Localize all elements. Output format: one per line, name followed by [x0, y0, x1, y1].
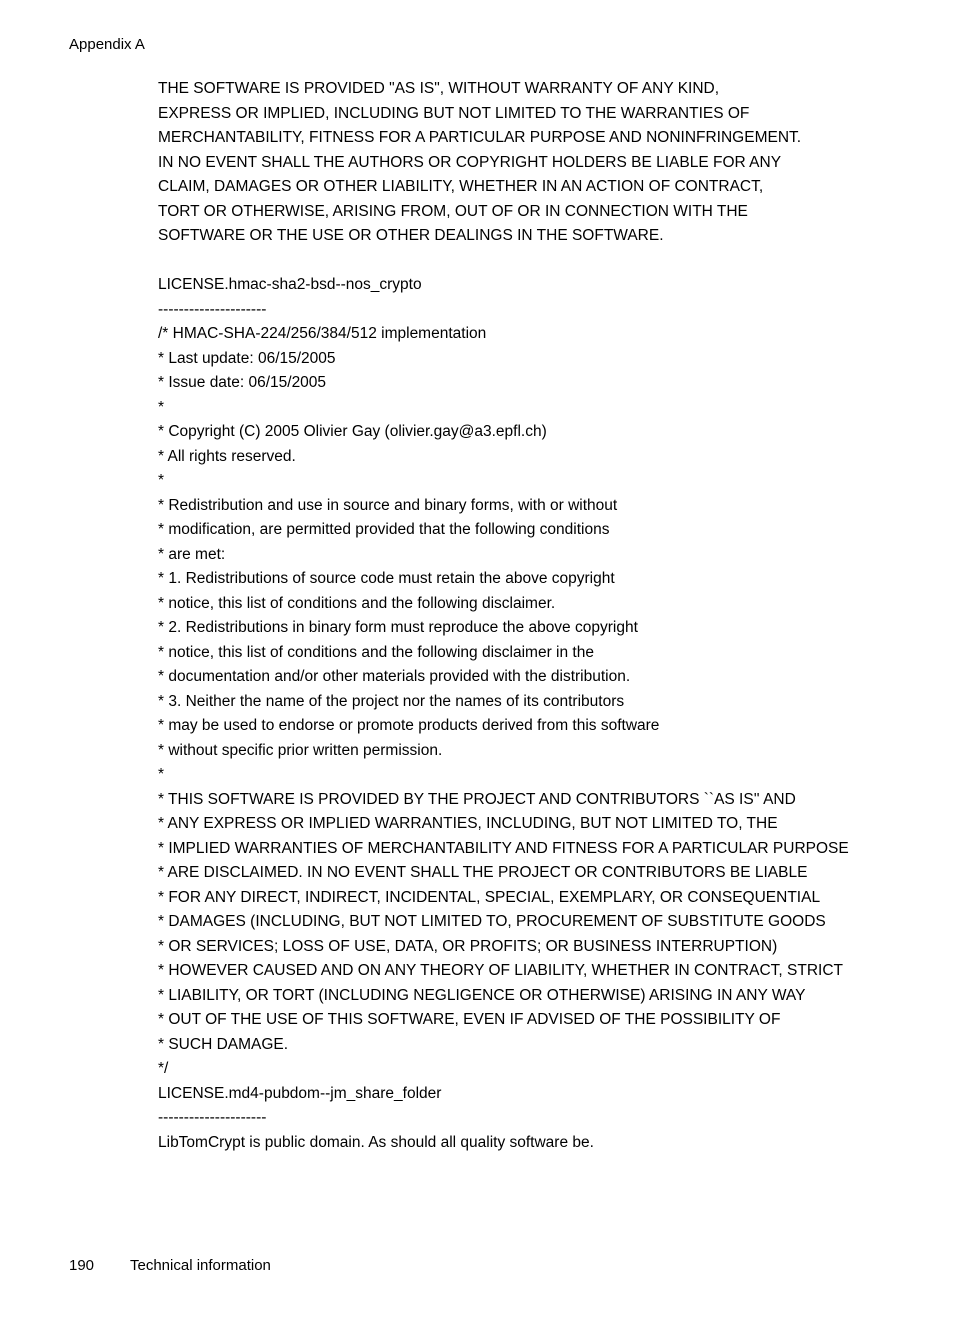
license-line: * THIS SOFTWARE IS PROVIDED BY THE PROJECT AND CONTRIBUTORS ``AS IS'' AND	[158, 790, 796, 808]
page-number: 190	[69, 1257, 95, 1274]
license-line: * SUCH DAMAGE.	[158, 1035, 289, 1053]
license-line: *	[158, 472, 165, 489]
license-line: * without specific prior written permission.	[158, 741, 443, 759]
warranty-line: CLAIM, DAMAGES OR OTHER LIABILITY, WHETHER IN AN ACTION OF CONTRACT,	[158, 178, 764, 195]
hmac-license-section	[158, 275, 878, 1079]
license-text: LibTomCrypt is public domain. As should all quality software be.	[158, 1133, 594, 1151]
license-line: * DAMAGES (INCLUDING, BUT NOT LIMITED TO, PROCUREMENT OF SUBSTITUTE GOODS	[158, 913, 826, 930]
footer-section-title: Technical information	[130, 1257, 271, 1274]
license-line: * Redistribution and use in source and binary forms, with or without	[158, 496, 618, 514]
warranty-line: MERCHANTABILITY, FITNESS FOR A PARTICULAR PURPOSE AND NONINFRINGEMENT.	[158, 129, 802, 146]
running-header: Appendix A	[69, 36, 145, 53]
license-line: * may be used to endorse or promote products derived from this software	[158, 717, 660, 734]
license-line: * HOWEVER CAUSED AND ON ANY THEORY OF LIABILITY, WHETHER IN CONTRACT, STRICT	[158, 962, 843, 979]
license-separator: ---------------------	[158, 300, 267, 318]
license-line: * 2. Redistributions in binary form must reproduce the above copyright	[158, 619, 638, 636]
license-line: * Issue date: 06/15/2005	[158, 374, 327, 391]
license-line: * OUT OF THE USE OF THIS SOFTWARE, EVEN IF ADVISED OF THE POSSIBILITY OF	[158, 1011, 781, 1028]
license-line: * are met:	[158, 545, 226, 563]
warranty-line: IN NO EVENT SHALL THE AUTHORS OR COPYRIGHT HOLDERS BE LIABLE FOR ANY	[158, 153, 782, 171]
warranty-line: EXPRESS OR IMPLIED, INCLUDING BUT NOT LIMITED TO THE WARRANTIES OF	[158, 104, 750, 122]
license-line: * OR SERVICES; LOSS OF USE, DATA, OR PROFITS; OR BUSINESS INTERRUPTION)	[158, 937, 778, 955]
license-line: */	[158, 1060, 169, 1077]
license-line: * notice, this list of conditions and the following disclaimer in the	[158, 643, 594, 661]
warranty-paragraph	[158, 79, 878, 246]
md4-license-section	[158, 1084, 878, 1153]
page-content	[158, 79, 878, 1157]
license-line: *	[158, 766, 165, 783]
license-line: * ANY EXPRESS OR IMPLIED WARRANTIES, INCLUDING, BUT NOT LIMITED TO, THE	[158, 815, 778, 832]
license-title: LICENSE.md4-pubdom--jm_share_folder	[158, 1084, 442, 1102]
warranty-line: THE SOFTWARE IS PROVIDED "AS IS", WITHOUT WARRANTY OF ANY KIND,	[158, 80, 720, 97]
license-line: * modification, are permitted provided that the following conditions	[158, 521, 610, 538]
license-line: * IMPLIED WARRANTIES OF MERCHANTABILITY AND FITNESS FOR A PARTICULAR PURPOSE	[158, 839, 849, 857]
license-line: * 1. Redistributions of source code must retain the above copyright	[158, 570, 615, 587]
license-line: * ARE DISCLAIMED. IN NO EVENT SHALL THE PROJECT OR CONTRIBUTORS BE LIABLE	[158, 864, 808, 881]
license-separator: ---------------------	[158, 1109, 267, 1126]
license-line: * Last update: 06/15/2005	[158, 349, 336, 367]
license-line: * All rights reserved.	[158, 447, 296, 465]
license-line: * FOR ANY DIRECT, INDIRECT, INCIDENTAL, SPECIAL, EXEMPLARY, OR CONSEQUENTIAL	[158, 888, 821, 906]
license-line: * 3. Neither the name of the project nor the names of its contributors	[158, 692, 625, 710]
license-title: LICENSE.hmac-sha2-bsd--nos_crypto	[158, 276, 422, 293]
license-line: /* HMAC-SHA-224/256/384/512 implementation	[158, 325, 487, 342]
license-line: * LIABILITY, OR TORT (INCLUDING NEGLIGENCE OR OTHERWISE) ARISING IN ANY WAY	[158, 986, 806, 1004]
paragraph-gap	[158, 251, 878, 276]
warranty-line: TORT OR OTHERWISE, ARISING FROM, OUT OF OR IN CONNECTION WITH THE	[158, 202, 748, 220]
license-line: *	[158, 398, 165, 416]
page-footer	[69, 1257, 271, 1275]
license-line: * documentation and/or other materials provided with the distribution.	[158, 668, 631, 685]
warranty-line: SOFTWARE OR THE USE OR OTHER DEALINGS IN THE SOFTWARE.	[158, 227, 664, 244]
license-body	[158, 324, 878, 1079]
license-line: * Copyright (C) 2005 Olivier Gay (olivier.gay@a3.epfl.ch)	[158, 423, 547, 440]
license-line: * notice, this list of conditions and the following disclaimer.	[158, 594, 556, 612]
